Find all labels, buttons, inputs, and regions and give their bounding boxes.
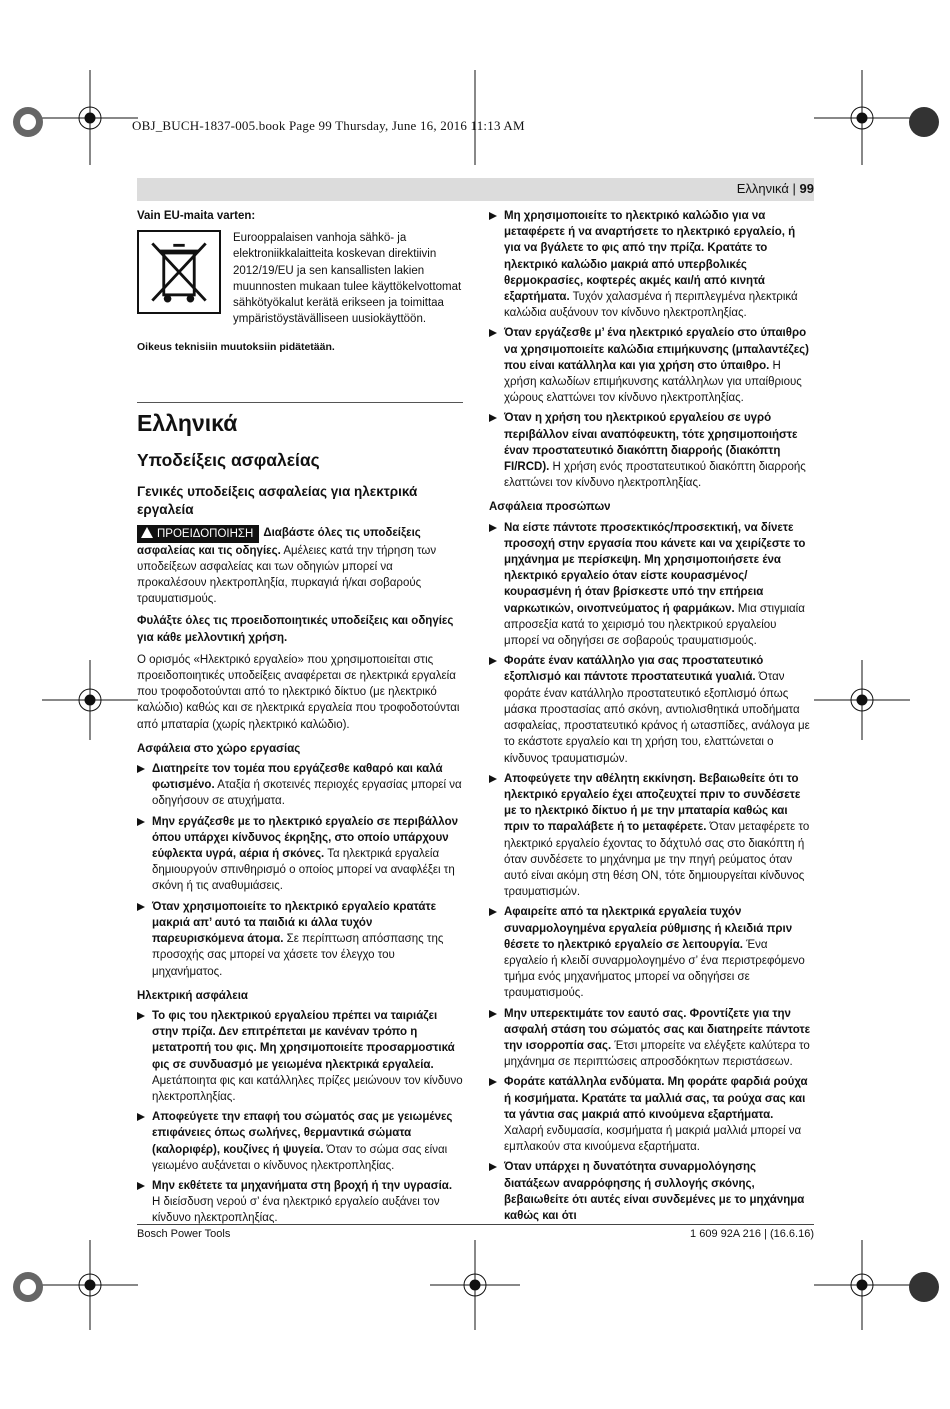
header-section: Ελληνικά bbox=[736, 181, 789, 196]
list-item: Φοράτε έναν κατάλληλο για σας προστατευτικό εξοπλισμό και πάντοτε προστατευτικά γυαλιά. Όταν φοράτε έναν κατάλληλο προστατευτικό εξοπλισμό όπως μάσκα προστασίας από σκόνη, αντιολισθητικά υποδήματα ασφαλείας, προστατευτικό κράνος ή ωτασπίδες, ανάλογα με το εκάστοτε εργαλείο και τη χρήση του, ελαττώνεται ο κίνδυνος τραυματισμών. bbox=[489, 653, 814, 766]
bullet-icon bbox=[489, 1078, 497, 1086]
eu-note: Oikeus teknisiin muutoksiin pidätetään. bbox=[137, 341, 335, 354]
warning-paragraph bbox=[137, 525, 463, 608]
right-column bbox=[489, 208, 814, 1224]
bullet-icon bbox=[137, 1113, 145, 1121]
header-bar bbox=[137, 178, 814, 201]
bullet-icon bbox=[489, 1010, 497, 1018]
general-safety-title: Γενικές υποδείξεις ασφαλείας για ηλεκτρικά εργαλεία bbox=[137, 483, 418, 517]
warning-badge bbox=[137, 525, 259, 543]
bullet-icon bbox=[489, 524, 497, 532]
bullet-icon bbox=[137, 818, 145, 826]
bullet-icon bbox=[489, 775, 497, 783]
warning-bold: Διαβάστε όλες τις υποδείξεις ασφαλείας και τις οδηγίες. bbox=[137, 526, 421, 557]
personal-list bbox=[489, 520, 814, 1225]
page-number: 99 bbox=[799, 181, 814, 196]
bullet-icon bbox=[137, 1182, 145, 1190]
list-item: Φοράτε κατάλληλα ενδύματα. Μη φοράτε φαρδιά ρούχα ή κοσμήματα. Κρατάτε τα μαλλιά σας, τα ρούχα σας και τα γάντια σας μακριά από κινούμενα εξαρτήματα. Χαλαρή ενδυμασία, κοσμήματα ή μακριά μαλλιά μπορεί να εμπλακούν στα κινούμενα εξαρτήματα. bbox=[489, 1074, 814, 1155]
personal-title: Ασφάλεια προσώπων bbox=[489, 501, 611, 514]
footer-rule bbox=[137, 1224, 814, 1225]
list-item: Το φις του ηλεκτρικού εργαλείου πρέπει να ταιριάζει στην πρίζα. Δεν επιτρέπεται με κανέναν τρόπο η μετατροπή του φις. Μη χρησιμοποιείτε προσαρμοστικά φις σε συνδυασμό με γειωμένα ηλεκτρικά εργαλεία. Αμετάποιητα φις και κατάλληλες πρίζες μειώνουν τον κίνδυνο ηλεκτροπληξίας. bbox=[137, 1008, 463, 1105]
eu-title: Vain EU-maita varten: bbox=[137, 210, 256, 222]
definition-text: Ο ορισμός «Ηλεκτρικό εργαλείο» που χρησιμοποιείται στις προειδοποιητικές υποδείξεις αναφέρεται σε ηλεκτρικά εργαλεία που τροφοδοτούνται από το ηλεκτρικό δίκτυο (με ηλεκτρικό καλώδιο) καθώς και σε ηλεκτρικά εργαλεία που τροφοδοτούνται από μπαταρία (χωρίς ηλεκτρικό καλώδιο). bbox=[137, 653, 460, 731]
bullet-icon bbox=[137, 903, 145, 911]
list-item: Διατηρείτε τον τομέα που εργάζεσθε καθαρό και καλά φωτισμένο. Αταξία ή σκοτεινές περιοχές εργασίας μπορεί να οδηγήσουν σε ατυχήματα. bbox=[137, 761, 463, 810]
bullet-icon bbox=[489, 1163, 497, 1171]
bullet-icon bbox=[137, 1012, 145, 1020]
eu-text: Eurooppalaisen vanhoja sähkö- ja elektroniikkalaitteita koskevan direktiivin 2012/19/EU ja sen kansallisten lakien muunnosten mukaan tulee käyttökelvottomat sähkötyökalut kerätä erikseen ja toimittaa ympäristöystävälliseen uusiokäyttöön. bbox=[233, 232, 462, 326]
list-item: Όταν εργάζεσθε μ’ ένα ηλεκτρικό εργαλείο στο ύπαιθρο να χρησιμοποιείτε καλώδια επιμήκυνσης (μπαλαντέζες) που είναι κατάλληλα και για χρήση στο ύπαιθρο. Η χρήση καλωδίων επιμήκυνσης κατάλληλων για υπαίθριους χώρους ελαττώνει τον κίνδυνο ηλεκτροπληξίας. bbox=[489, 325, 814, 406]
left-column bbox=[137, 208, 463, 1227]
safety-title: Υποδείξεις ασφαλείας bbox=[137, 449, 320, 470]
list-item: Μην εργάζεσθε με το ηλεκτρικό εργαλείο σε περιβάλλον όπου υπάρχει κίνδυνος έκρηξης, στο οποίο υπάρχουν εύφλεκτα υγρά, αέρια ή σκόνες. Τα ηλεκτρικά εργαλεία δημιουργούν σπινθηρισμό ο οποίος μπορεί να αναφλέξει τη σκόνη ή τις αναθυμιάσεις. bbox=[137, 814, 463, 895]
bullet-icon bbox=[489, 329, 497, 337]
bullet-icon bbox=[489, 414, 497, 422]
electrical-cont-list bbox=[489, 208, 814, 491]
electrical-list bbox=[137, 1008, 463, 1227]
running-header: Ελληνικά | 99 bbox=[736, 181, 814, 196]
warning-icon bbox=[141, 527, 153, 538]
work-area-list bbox=[137, 761, 463, 980]
list-item: Όταν χρησιμοποιείτε το ηλεκτρικό εργαλείο κρατάτε μακριά απ’ αυτό τα παιδιά κι άλλα τυχόν παρευρισκόμενα άτομα. Σε περίπτωση απόσπασης της προσοχής σας μπορεί να χάσετε τον έλεγχο του μηχανήματος. bbox=[137, 899, 463, 980]
list-item: Αποφεύγετε την επαφή του σώματός σας με γειωμένες επιφάνειες όπως σωλήνες, θερμαντικά σώματα (καλοριφέρ), κουζίνες ή ψυγεία. Όταν το σώμα σας είναι γειωμένο αυξάνεται ο κίνδυνος ηλεκτροπληξίας. bbox=[137, 1109, 463, 1174]
electrical-title: Ηλεκτρική ασφάλεια bbox=[137, 989, 248, 1002]
bullet-icon bbox=[489, 657, 497, 665]
bullet-icon bbox=[489, 212, 497, 220]
list-item: Όταν η χρήση του ηλεκτρικού εργαλείου σε υγρό περιβάλλον είναι αναπόφευκτη, τότε χρησιμοποιήστε έναν προστατευτικό διακόπτη διαρροής (διακόπτη FI/RCD). Η χρήση ενός προστατευτικού διακόπτη διαρροής ελαττώνει τον κίνδυνο ηλεκτροπληξίας. bbox=[489, 410, 814, 491]
keep-instructions: Φυλάξτε όλες τις προειδοποιητικές υποδείξεις και οδηγίες για κάθε μελλοντική χρήση. bbox=[137, 615, 454, 644]
warning-label: ΠΡΟΕΙΔΟΠΟΙΗΣΗ bbox=[157, 527, 254, 540]
list-item: Μη χρησιμοποιείτε το ηλεκτρικό καλώδιο για να μεταφέρετε ή να αναρτήσετε το ηλεκτρικό εργαλείο, ή για να βγάλετε το φις από την πρίζα. Κρατάτε το ηλεκτρικό καλώδιο μακριά από υπερβολικές θερμοκρασίες, κοφτερές ακμές και/ή από κινητά εξαρτήματα. Τυχόν χαλασμένα ή περιπλεγμένα ηλεκτρικά καλώδια αυξάνουν τον κίνδυνο ηλεκτροπληξίας. bbox=[489, 208, 814, 321]
book-info-line: OBJ_BUCH-1837-005.book Page 99 Thursday, June 16, 2016 11:13 AM bbox=[132, 118, 525, 133]
list-item: Αποφεύγετε την αθέλητη εκκίνηση. Βεβαιωθείτε ότι το ηλεκτρικό εργαλείο έχει αποζευχτεί πριν το συνδέσετε με το ηλεκτρικό δίκτυο ή με την μπαταρία καθώς και πριν το παραλάβετε ή το μεταφέρετε. Όταν μεταφέρετε το ηλεκτρικό εργαλείο έχοντας το δάχτυλό σας στο διακόπτη ή όταν συνδέσετε το μηχάνημα με την πηγή ρεύματος όταν αυτό είναι ακόμη στη θέση ON, τότε δημιουργείται κίνδυνος τραυματισμών. bbox=[489, 771, 814, 901]
bullet-icon bbox=[489, 908, 497, 916]
section-divider bbox=[137, 402, 463, 403]
bullet-icon bbox=[137, 765, 145, 773]
footer-docnumber: 1 609 92A 216 | (16.6.16) bbox=[690, 1228, 814, 1240]
work-area-title: Ασφάλεια στο χώρο εργασίας bbox=[137, 742, 301, 755]
language-title: Ελληνικά bbox=[137, 409, 238, 436]
list-item: Να είστε πάντοτε προσεκτικός/προσεκτική, να δίνετε προσοχή στην εργασία που κάνετε και να χειρίζεστε το μηχάνημα με περίσκεψη. Μη χρησιμοποιήσετε ένα ηλεκτρικό εργαλείο όταν είστε κουρασμένος/κουρασμένη ή όταν βρίσκεστε υπό την επήρεια ναρκωτικών, οινοπνεύματος ή φαρμάκων. Μια στιγμιαία απροσεξία κατά το χειρισμό του ηλεκτρικού εργαλείου μπορεί να οδηγήσει σε σοβαρούς τραυματισμούς. bbox=[489, 520, 814, 650]
warning-text: Αμέλειες κατά την τήρηση των υποδείξεων ασφαλείας και των οδηγιών μπορεί να προκαλέσουν ηλεκτροπληξία, πυρκαγιά ή/και σοβαρούς τραυματισμούς. bbox=[137, 544, 437, 606]
weee-bin-icon bbox=[137, 230, 221, 314]
list-item: Μην υπερεκτιμάτε τον εαυτό σας. Φροντίζετε για την ασφαλή στάση του σώματός σας και διατηρείτε πάντοτε την ισορροπία σας. Έτσι μπορείτε να ελέγξετε καλύτερα το μηχάνημα σε περιπτώσεις απροσδόκητων περιστάσεων. bbox=[489, 1006, 814, 1071]
list-item: Αφαιρείτε από τα ηλεκτρικά εργαλεία τυχόν συναρμολογημένα εργαλεία ρύθμισης ή κλειδιά πριν θέσετε το ηλεκτρικό εργαλείο σε λειτουργία. Ένα εργαλείο ή κλειδί συναρμολογημένο σ’ ένα περιστρεφόμενο τμήμα ενός μηχανήματος μπορεί να οδηγήσει σε τραυματισμούς. bbox=[489, 904, 814, 1001]
list-item: Μην εκθέτετε τα μηχανήματα στη βροχή ή την υγρασία. Η διείσδυση νερού σ’ ένα ηλεκτρικό εργαλείο αυξάνει τον κίνδυνο ηλεκτροπληξίας. bbox=[137, 1178, 463, 1227]
list-item: Όταν υπάρχει η δυνατότητα συναρμολόγησης διατάξεων αναρρόφησης ή συλλογής σκόνης, βεβαιωθείτε ότι αυτές είναι συνδεμένες με το μηχάνημα καθώς και ότι bbox=[489, 1159, 814, 1224]
footer-brand: Bosch Power Tools bbox=[137, 1228, 231, 1240]
